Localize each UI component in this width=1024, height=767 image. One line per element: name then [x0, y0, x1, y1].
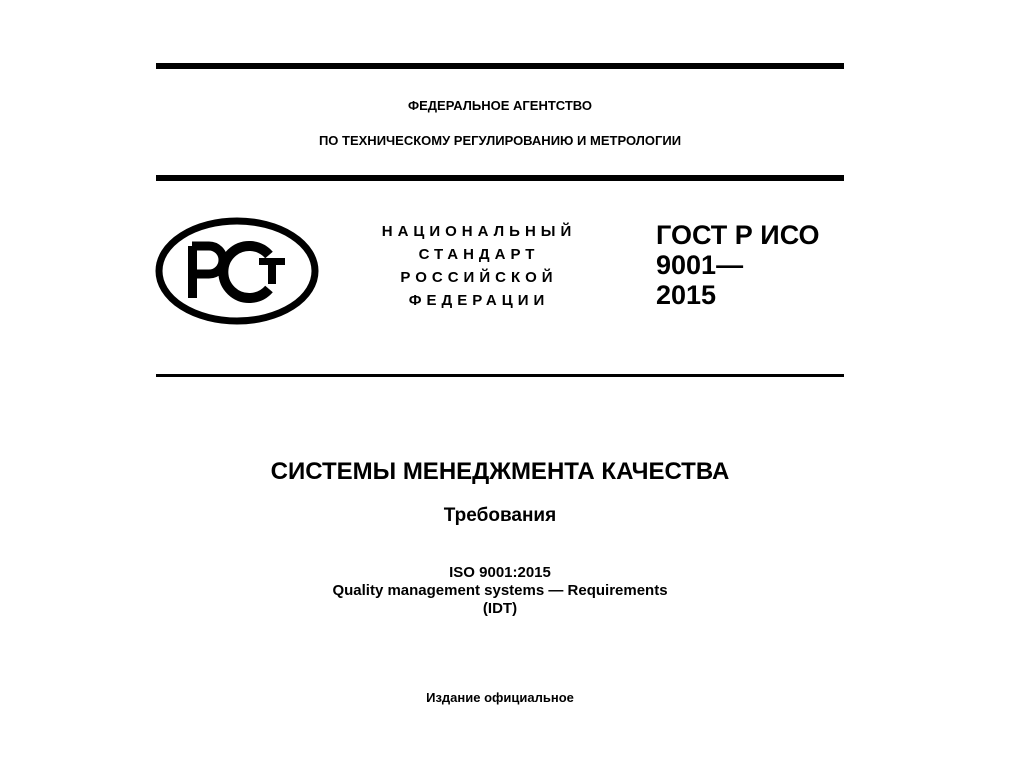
top-divider [156, 63, 844, 69]
lower-divider [156, 374, 844, 377]
national-standard-line: СТАНДАРТ [418, 246, 540, 263]
national-standard-line: РОССИЙСКОЙ [400, 269, 558, 286]
document-title: СИСТЕМЫ МЕНЕДЖМЕНТА КАЧЕСТВА [270, 458, 730, 485]
agency-name-line-2: ПО ТЕХНИЧЕСКОМУ РЕГУЛИРОВАНИЮ И МЕТРОЛОГИИ [318, 133, 682, 148]
designation-line: 2015 [656, 280, 717, 310]
designation-line: ГОСТ Р ИСО [656, 220, 820, 250]
standard-designation [656, 220, 820, 310]
national-standard-line: ФЕДЕРАЦИИ [408, 292, 550, 309]
iso-english-title: Quality management systems — Requirements [332, 582, 668, 599]
iso-reference [156, 564, 844, 618]
edition-label: Издание официальное [426, 690, 574, 705]
agency-name-line-1: ФЕДЕРАЛЬНОЕ АГЕНТСТВО [408, 98, 592, 113]
national-standard-line: НАЦИОНАЛЬНЫЙ [381, 223, 577, 240]
designation-line: 9001— [656, 250, 744, 280]
iso-number: ISO 9001:2015 [449, 564, 551, 581]
middle-divider [156, 175, 844, 181]
rst-certification-mark-icon [155, 217, 319, 325]
iso-equivalence: (IDT) [482, 600, 518, 617]
document-subtitle: Требования [443, 505, 557, 526]
national-standard-label [360, 220, 598, 312]
